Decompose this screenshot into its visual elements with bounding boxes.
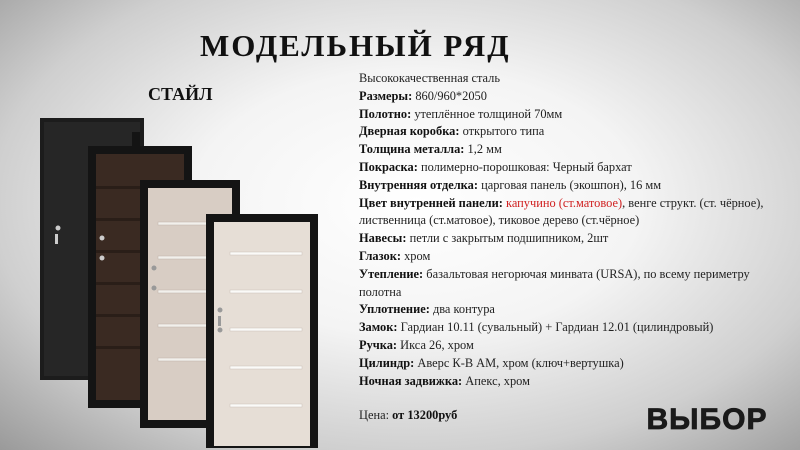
specifications-list [359, 70, 789, 425]
spec-paint: Покраска: полимерно-порошковая: Черный бархат [359, 159, 632, 174]
spec-peephole: Глазок: хром [359, 248, 431, 263]
brand-logo [632, 398, 782, 438]
spec-inner: Внутренняя отделка: царговая панель (экошпон), 16 мм [359, 177, 662, 192]
logo-text: ВЫБОР [646, 403, 768, 436]
spec-panel-color: Цвет внутренней панели: капучино (ст.матовое), венге структ. (ст. чёрное), лиственница (ст.матовое), тиковое дерево (ст.чёрное) [359, 195, 764, 228]
door-handle-icon [56, 226, 61, 231]
spec-lock: Замок: Гардиан 10.11 (сувальный) + Гардиан 12.01 (цилиндровый) [359, 320, 714, 335]
spec-metal: Толщина металла: 1,2 мм [359, 142, 502, 157]
spec-handle: Ручка: Икса 26, хром [359, 337, 474, 352]
spec-size: Размеры: 860/960*2050 [359, 88, 487, 103]
price: Цена: от 13200руб [359, 408, 458, 423]
door-light-wood-front [206, 214, 318, 448]
spec-night-latch: Ночная задвижка: Апекс, хром [359, 373, 530, 388]
model-name: СТАЙЛ [148, 84, 213, 104]
page-title: МОДЕЛЬНЫЙ РЯД [200, 28, 511, 63]
spec-intro: Высококачественная сталь [359, 71, 501, 85]
door-illustrations [40, 118, 320, 448]
spec-seal: Уплотнение: два контура [359, 302, 495, 317]
spec-leaf: Полотно: утеплённое толщиной 70мм [359, 106, 563, 121]
spec-hinges: Навесы: петли с закрытым подшипником, 2шт [359, 231, 609, 246]
spec-insulation: Утепление: базальтовая негорючая минвата (URSA), по всему периметру полотна [359, 266, 750, 299]
spec-cylinder: Цилиндр: Аверс К-В АМ, хром (ключ+вертушка) [359, 355, 624, 370]
spec-frame: Дверная коробка: открытого типа [359, 124, 545, 139]
